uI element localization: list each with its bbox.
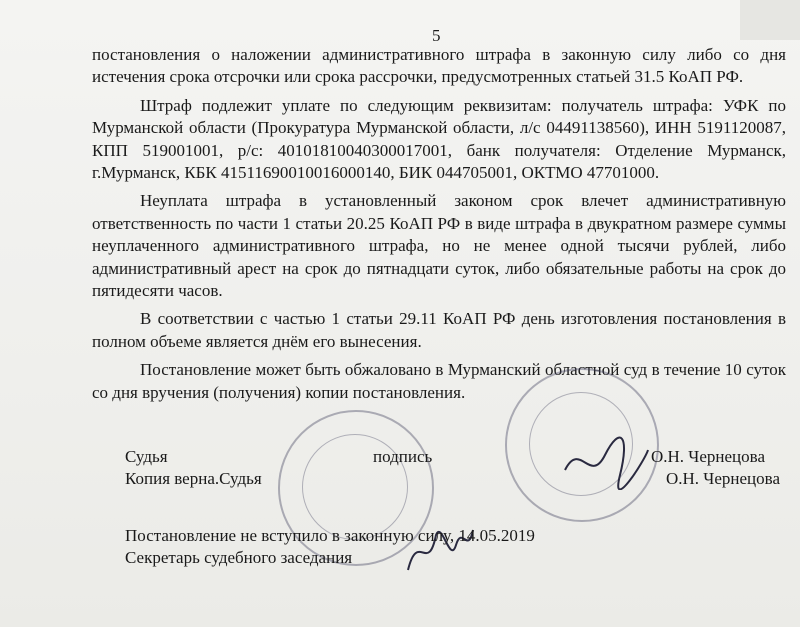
page-edge [740, 0, 800, 40]
copy-judge-name: О.Н. Чернецова [666, 469, 780, 488]
signature-label: подпись [373, 447, 433, 466]
copy-certified-label: Копия верна.Судья [125, 469, 262, 488]
paragraph-continuation: постановления о наложении административного штрафа в законную силу либо со дня истечения срока отсрочки или срока рассрочки, предусмотренных статьей 31.5 КоАП РФ. [92, 45, 786, 87]
document-body [92, 44, 786, 410]
paragraph-non-payment: Неуплата штрафа в установленный законом срок влечет административную ответственность по части 1 статьи 20.25 КоАП РФ в виде штрафа в двукратном размере суммы неуплаченного административного штрафа, но не менее одной тысячи рублей, либо административный арест на срок до пятнадцати суток, либо обязательные работы на срок до пятидесяти часов. [92, 191, 786, 301]
secretary-label: Секретарь судебного заседания [125, 548, 353, 567]
judge-label: Судья [125, 447, 168, 466]
paragraph-appeal: Постановление может быть обжаловано в Мурманский областной суд в течение 10 суток со дня вручения (получения) копии постановления. [92, 360, 786, 402]
page-number: 5 [432, 26, 441, 45]
paragraph-decision-date: В соответствии с частью 1 статьи 29.11 КоАП РФ день изготовления постановления в полном объеме является днём его вынесения. [92, 309, 786, 351]
paragraph-payment-details: Штраф подлежит уплате по следующим реквизитам: получатель штрафа: УФК по Мурманской области (Прокуратура Мурманской области, л/с 04491138560), ИНН 5191120087, КПП 519001001, р/с: 40101810040300017001, банк получателя: Отделение Мурманск, г.Мурманск, КБК 41511690010016000140, БИК 044705001, ОКТМО 47701000. [92, 95, 786, 183]
not-in-force-note: Постановление не вступило в законную силу, 14.05.2019 [125, 526, 535, 545]
judge-name: О.Н. Чернецова [651, 447, 765, 466]
judge-handwritten-signature [560, 430, 650, 490]
